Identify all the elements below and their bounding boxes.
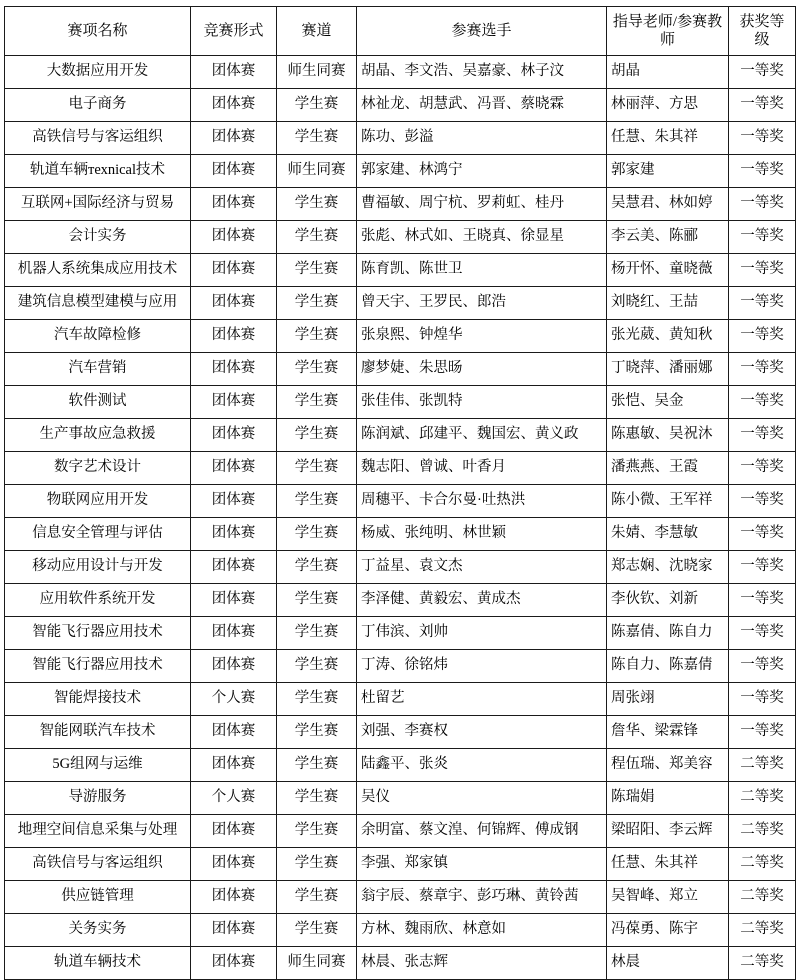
cell-track: 学生赛 bbox=[277, 518, 357, 551]
table-row bbox=[5, 485, 796, 518]
cell-level: 一等奖 bbox=[729, 89, 796, 122]
cell-teachers: 郭家建 bbox=[607, 155, 729, 188]
table-row bbox=[5, 155, 796, 188]
cell-teachers: 刘晓红、王喆 bbox=[607, 287, 729, 320]
table-row bbox=[5, 221, 796, 254]
cell-form: 团体赛 bbox=[191, 947, 277, 980]
table-row bbox=[5, 914, 796, 947]
cell-form: 团体赛 bbox=[191, 287, 277, 320]
cell-teachers: 朱婧、李慧敏 bbox=[607, 518, 729, 551]
table-row bbox=[5, 320, 796, 353]
cell-teachers: 任慧、朱其祥 bbox=[607, 122, 729, 155]
cell-event-name: 高铁信号与客运组织 bbox=[5, 122, 191, 155]
cell-level: 一等奖 bbox=[729, 584, 796, 617]
table-row bbox=[5, 947, 796, 980]
cell-event-name: 汽车营销 bbox=[5, 353, 191, 386]
cell-players: 张泉熙、钟煌华 bbox=[357, 320, 607, 353]
cell-level: 二等奖 bbox=[729, 881, 796, 914]
cell-track: 学生赛 bbox=[277, 188, 357, 221]
cell-teachers: 梁昭阳、李云辉 bbox=[607, 815, 729, 848]
table-row bbox=[5, 584, 796, 617]
cell-players: 林祉龙、胡慧武、冯晋、蔡晓霖 bbox=[357, 89, 607, 122]
cell-level: 一等奖 bbox=[729, 254, 796, 287]
cell-track: 师生同赛 bbox=[277, 56, 357, 89]
cell-track: 学生赛 bbox=[277, 584, 357, 617]
cell-level: 二等奖 bbox=[729, 947, 796, 980]
cell-form: 团体赛 bbox=[191, 188, 277, 221]
cell-players: 刘强、李赛权 bbox=[357, 716, 607, 749]
cell-track: 学生赛 bbox=[277, 848, 357, 881]
cell-level: 一等奖 bbox=[729, 320, 796, 353]
cell-track: 学生赛 bbox=[277, 254, 357, 287]
cell-form: 团体赛 bbox=[191, 386, 277, 419]
cell-teachers: 陈小微、王军祥 bbox=[607, 485, 729, 518]
cell-players: 杨威、张纯明、林世颖 bbox=[357, 518, 607, 551]
table-row bbox=[5, 56, 796, 89]
cell-players: 胡晶、李文浩、吴嘉豪、林子汶 bbox=[357, 56, 607, 89]
header-level: 获奖等级 bbox=[729, 7, 796, 56]
cell-event-name: 供应链管理 bbox=[5, 881, 191, 914]
cell-teachers: 潘燕燕、王霞 bbox=[607, 452, 729, 485]
cell-track: 学生赛 bbox=[277, 881, 357, 914]
cell-level: 二等奖 bbox=[729, 815, 796, 848]
cell-event-name: 轨道车辆技术 bbox=[5, 947, 191, 980]
cell-event-name: 信息安全管理与评估 bbox=[5, 518, 191, 551]
cell-form: 团体赛 bbox=[191, 617, 277, 650]
cell-track: 学生赛 bbox=[277, 815, 357, 848]
cell-track: 学生赛 bbox=[277, 419, 357, 452]
cell-event-name: 智能网联汽车技术 bbox=[5, 716, 191, 749]
cell-level: 一等奖 bbox=[729, 386, 796, 419]
cell-level: 一等奖 bbox=[729, 683, 796, 716]
cell-form: 团体赛 bbox=[191, 221, 277, 254]
cell-teachers: 胡晶 bbox=[607, 56, 729, 89]
cell-level: 一等奖 bbox=[729, 56, 796, 89]
table-row bbox=[5, 551, 796, 584]
cell-players: 魏志阳、曾诚、叶香月 bbox=[357, 452, 607, 485]
cell-players: 丁伟滨、刘帅 bbox=[357, 617, 607, 650]
cell-players: 廖梦婕、朱思旸 bbox=[357, 353, 607, 386]
cell-players: 陆鑫平、张炎 bbox=[357, 749, 607, 782]
cell-players: 吴仪 bbox=[357, 782, 607, 815]
header-players: 参赛选手 bbox=[357, 7, 607, 56]
cell-form: 团体赛 bbox=[191, 89, 277, 122]
cell-players: 余明富、蔡文湟、何锦辉、傅成钢 bbox=[357, 815, 607, 848]
table-row bbox=[5, 419, 796, 452]
table-row bbox=[5, 254, 796, 287]
cell-players: 郭家建、林鸿宁 bbox=[357, 155, 607, 188]
cell-event-name: 智能飞行器应用技术 bbox=[5, 650, 191, 683]
cell-form: 团体赛 bbox=[191, 650, 277, 683]
cell-form: 团体赛 bbox=[191, 122, 277, 155]
cell-teachers: 陈嘉倩、陈自力 bbox=[607, 617, 729, 650]
cell-teachers: 张光葳、黄知秋 bbox=[607, 320, 729, 353]
cell-level: 一等奖 bbox=[729, 353, 796, 386]
cell-track: 学生赛 bbox=[277, 452, 357, 485]
cell-event-name: 导游服务 bbox=[5, 782, 191, 815]
cell-track: 学生赛 bbox=[277, 683, 357, 716]
cell-track: 学生赛 bbox=[277, 353, 357, 386]
cell-level: 一等奖 bbox=[729, 551, 796, 584]
cell-teachers: 陈瑞娟 bbox=[607, 782, 729, 815]
table-row bbox=[5, 881, 796, 914]
cell-track: 学生赛 bbox=[277, 122, 357, 155]
cell-event-name: 建筑信息模型建模与应用 bbox=[5, 287, 191, 320]
cell-teachers: 陈惠敏、吴祝沐 bbox=[607, 419, 729, 452]
cell-level: 一等奖 bbox=[729, 287, 796, 320]
cell-track: 学生赛 bbox=[277, 617, 357, 650]
cell-level: 二等奖 bbox=[729, 848, 796, 881]
cell-form: 团体赛 bbox=[191, 155, 277, 188]
table-row bbox=[5, 815, 796, 848]
cell-form: 个人赛 bbox=[191, 782, 277, 815]
table-row bbox=[5, 848, 796, 881]
table-row bbox=[5, 386, 796, 419]
cell-teachers: 吴智峰、郑立 bbox=[607, 881, 729, 914]
cell-teachers: 詹华、梁霖锋 bbox=[607, 716, 729, 749]
cell-track: 学生赛 bbox=[277, 320, 357, 353]
cell-event-name: 5G组网与运维 bbox=[5, 749, 191, 782]
table-row bbox=[5, 188, 796, 221]
table-row bbox=[5, 287, 796, 320]
table-header bbox=[5, 7, 796, 56]
cell-form: 团体赛 bbox=[191, 848, 277, 881]
cell-players: 曾天宇、王罗民、郎浩 bbox=[357, 287, 607, 320]
cell-track: 学生赛 bbox=[277, 386, 357, 419]
cell-event-name: 机器人系统集成应用技术 bbox=[5, 254, 191, 287]
cell-event-name: 高铁信号与客运组织 bbox=[5, 848, 191, 881]
cell-players: 张彪、林式如、王晓真、徐显星 bbox=[357, 221, 607, 254]
cell-event-name: 数字艺术设计 bbox=[5, 452, 191, 485]
cell-teachers: 张恺、吴金 bbox=[607, 386, 729, 419]
cell-players: 林晨、张志辉 bbox=[357, 947, 607, 980]
cell-level: 二等奖 bbox=[729, 749, 796, 782]
header-name: 赛项名称 bbox=[5, 7, 191, 56]
table-row bbox=[5, 749, 796, 782]
cell-teachers: 丁晓萍、潘丽娜 bbox=[607, 353, 729, 386]
cell-form: 团体赛 bbox=[191, 56, 277, 89]
cell-event-name: 大数据应用开发 bbox=[5, 56, 191, 89]
cell-teachers: 陈自力、陈嘉倩 bbox=[607, 650, 729, 683]
cell-players: 曹福敏、周宁杭、罗莉虹、桂丹 bbox=[357, 188, 607, 221]
cell-track: 学生赛 bbox=[277, 485, 357, 518]
cell-level: 一等奖 bbox=[729, 155, 796, 188]
cell-level: 一等奖 bbox=[729, 650, 796, 683]
cell-teachers: 周张翊 bbox=[607, 683, 729, 716]
table-row bbox=[5, 353, 796, 386]
header-row bbox=[5, 7, 796, 56]
cell-level: 一等奖 bbox=[729, 617, 796, 650]
cell-track: 师生同赛 bbox=[277, 155, 357, 188]
cell-track: 学生赛 bbox=[277, 914, 357, 947]
cell-event-name: 电子商务 bbox=[5, 89, 191, 122]
cell-teachers: 冯葆勇、陈宇 bbox=[607, 914, 729, 947]
cell-teachers: 杨开怀、童晓薇 bbox=[607, 254, 729, 287]
cell-form: 团体赛 bbox=[191, 716, 277, 749]
cell-event-name: 互联网+国际经济与贸易 bbox=[5, 188, 191, 221]
cell-players: 丁益星、袁文杰 bbox=[357, 551, 607, 584]
cell-event-name: 会计实务 bbox=[5, 221, 191, 254]
cell-form: 团体赛 bbox=[191, 881, 277, 914]
cell-event-name: 关务实务 bbox=[5, 914, 191, 947]
cell-form: 团体赛 bbox=[191, 584, 277, 617]
cell-track: 师生同赛 bbox=[277, 947, 357, 980]
cell-players: 陈功、彭溢 bbox=[357, 122, 607, 155]
cell-form: 团体赛 bbox=[191, 518, 277, 551]
table-row bbox=[5, 518, 796, 551]
cell-teachers: 李伙钦、刘新 bbox=[607, 584, 729, 617]
cell-track: 学生赛 bbox=[277, 221, 357, 254]
cell-track: 学生赛 bbox=[277, 89, 357, 122]
cell-level: 一等奖 bbox=[729, 188, 796, 221]
cell-event-name: 地理空间信息采集与处理 bbox=[5, 815, 191, 848]
cell-players: 丁涛、徐铭炜 bbox=[357, 650, 607, 683]
table-row bbox=[5, 122, 796, 155]
cell-track: 学生赛 bbox=[277, 749, 357, 782]
cell-form: 团体赛 bbox=[191, 419, 277, 452]
cell-players: 周穗平、卡合尔曼·吐热洪 bbox=[357, 485, 607, 518]
cell-track: 学生赛 bbox=[277, 287, 357, 320]
cell-players: 翁宇辰、蔡章宇、彭巧琳、黄铃茜 bbox=[357, 881, 607, 914]
cell-teachers: 郑志娴、沈晓家 bbox=[607, 551, 729, 584]
header-form: 竞赛形式 bbox=[191, 7, 277, 56]
table-row bbox=[5, 617, 796, 650]
table-row bbox=[5, 89, 796, 122]
cell-level: 一等奖 bbox=[729, 452, 796, 485]
cell-level: 一等奖 bbox=[729, 485, 796, 518]
cell-form: 团体赛 bbox=[191, 353, 277, 386]
cell-track: 学生赛 bbox=[277, 782, 357, 815]
cell-track: 学生赛 bbox=[277, 551, 357, 584]
header-teachers: 指导老师/参赛教师 bbox=[607, 7, 729, 56]
cell-event-name: 智能焊接技术 bbox=[5, 683, 191, 716]
cell-form: 团体赛 bbox=[191, 452, 277, 485]
cell-players: 李泽健、黄毅宏、黄成杰 bbox=[357, 584, 607, 617]
cell-event-name: 智能飞行器应用技术 bbox=[5, 617, 191, 650]
cell-event-name: 物联网应用开发 bbox=[5, 485, 191, 518]
cell-form: 团体赛 bbox=[191, 485, 277, 518]
cell-players: 李强、郑家镇 bbox=[357, 848, 607, 881]
cell-players: 陈育凯、陈世卫 bbox=[357, 254, 607, 287]
cell-form: 团体赛 bbox=[191, 254, 277, 287]
cell-teachers: 程伍瑞、郑美容 bbox=[607, 749, 729, 782]
cell-form: 团体赛 bbox=[191, 914, 277, 947]
cell-players: 方林、魏雨欣、林意如 bbox=[357, 914, 607, 947]
table-body bbox=[5, 56, 796, 980]
cell-form: 团体赛 bbox=[191, 815, 277, 848]
table-row bbox=[5, 650, 796, 683]
cell-level: 一等奖 bbox=[729, 122, 796, 155]
cell-track: 学生赛 bbox=[277, 650, 357, 683]
cell-track: 学生赛 bbox=[277, 716, 357, 749]
cell-teachers: 吴慧君、林如婷 bbox=[607, 188, 729, 221]
cell-event-name: 应用软件系统开发 bbox=[5, 584, 191, 617]
cell-event-name: 轨道车辆техnical技术 bbox=[5, 155, 191, 188]
award-table bbox=[4, 6, 796, 980]
cell-level: 二等奖 bbox=[729, 914, 796, 947]
cell-event-name: 汽车故障检修 bbox=[5, 320, 191, 353]
cell-level: 一等奖 bbox=[729, 221, 796, 254]
cell-event-name: 移动应用设计与开发 bbox=[5, 551, 191, 584]
cell-level: 一等奖 bbox=[729, 518, 796, 551]
cell-teachers: 任慧、朱其祥 bbox=[607, 848, 729, 881]
header-track: 赛道 bbox=[277, 7, 357, 56]
cell-players: 陈润斌、邱建平、魏国宏、黄义政 bbox=[357, 419, 607, 452]
cell-players: 张佳伟、张凯特 bbox=[357, 386, 607, 419]
cell-teachers: 李云美、陈郦 bbox=[607, 221, 729, 254]
table-row bbox=[5, 683, 796, 716]
cell-teachers: 林丽萍、方思 bbox=[607, 89, 729, 122]
cell-form: 团体赛 bbox=[191, 320, 277, 353]
table-row bbox=[5, 716, 796, 749]
cell-teachers: 林晨 bbox=[607, 947, 729, 980]
cell-form: 团体赛 bbox=[191, 749, 277, 782]
table-row bbox=[5, 452, 796, 485]
cell-event-name: 生产事故应急救援 bbox=[5, 419, 191, 452]
cell-level: 一等奖 bbox=[729, 419, 796, 452]
cell-form: 个人赛 bbox=[191, 683, 277, 716]
table-row bbox=[5, 782, 796, 815]
cell-event-name: 软件测试 bbox=[5, 386, 191, 419]
cell-level: 二等奖 bbox=[729, 782, 796, 815]
cell-form: 团体赛 bbox=[191, 551, 277, 584]
cell-level: 一等奖 bbox=[729, 716, 796, 749]
cell-players: 杜留艺 bbox=[357, 683, 607, 716]
